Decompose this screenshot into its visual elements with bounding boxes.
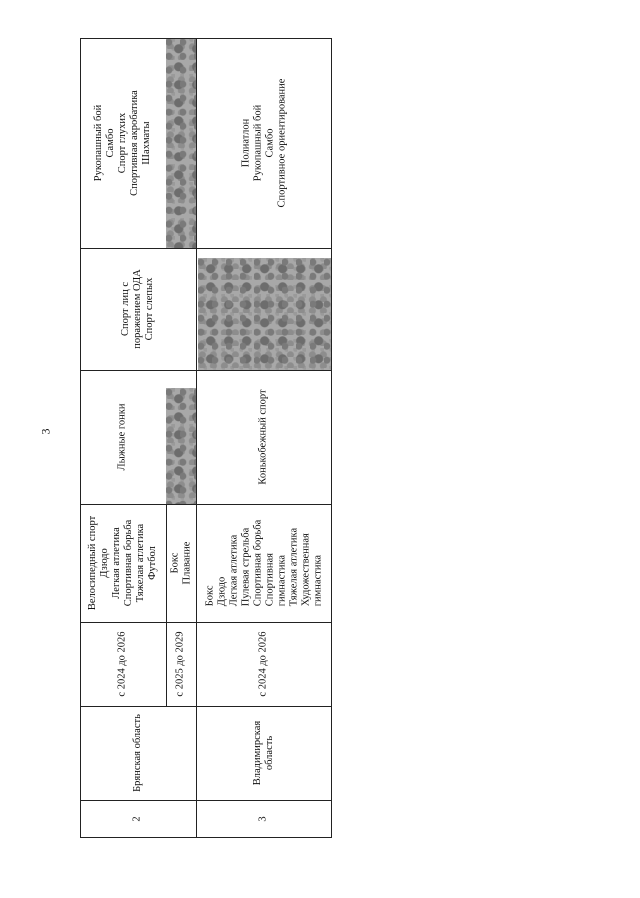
row3-winter: Конькобежный спорт: [257, 389, 269, 485]
row2-adaptive: Спорт лиц с поражением ОДА Спорт слепых: [120, 269, 155, 349]
row2-number: 2: [132, 815, 143, 822]
row3-sports: Бокс Дзюдо Легкая атлетика Пулевая стрельба Спортивная борьба Спортивная гимнастика Тяжелая атлетика Художественная гимнастика: [204, 519, 323, 607]
shade-other-row2: [166, 38, 196, 248]
sports-table: [80, 38, 332, 838]
row2-winter: Лыжные гонки: [117, 403, 128, 471]
row2-sports-a: Велосипедный спорт Дзюдо Легкая атлетика Спортивная борьба Тяжелая атлетика Футбол: [87, 515, 159, 611]
row2-other: Рукопашный бой Самбо Спорт глухих Спортивная акробатика Шахматы: [93, 90, 152, 196]
shade-winter-row2: [166, 388, 196, 504]
row3-region: Владимирская область: [251, 720, 275, 786]
row2-period-b: с 2025 до 2029: [175, 631, 187, 697]
row3-other: Полиатлон Рукопашный бой Самбо Спортивное ориентирование: [239, 78, 287, 208]
row2-period-a: с 2024 до 2026: [116, 631, 128, 697]
page-number: 3: [38, 428, 53, 435]
row3-period: с 2024 до 2026: [257, 631, 269, 697]
row2-sports-b: Бокс Плавание: [169, 541, 192, 585]
row2-region: Брянская область: [132, 714, 143, 792]
row3-number: 3: [258, 815, 269, 822]
shade-adaptive-row3: [198, 258, 332, 370]
